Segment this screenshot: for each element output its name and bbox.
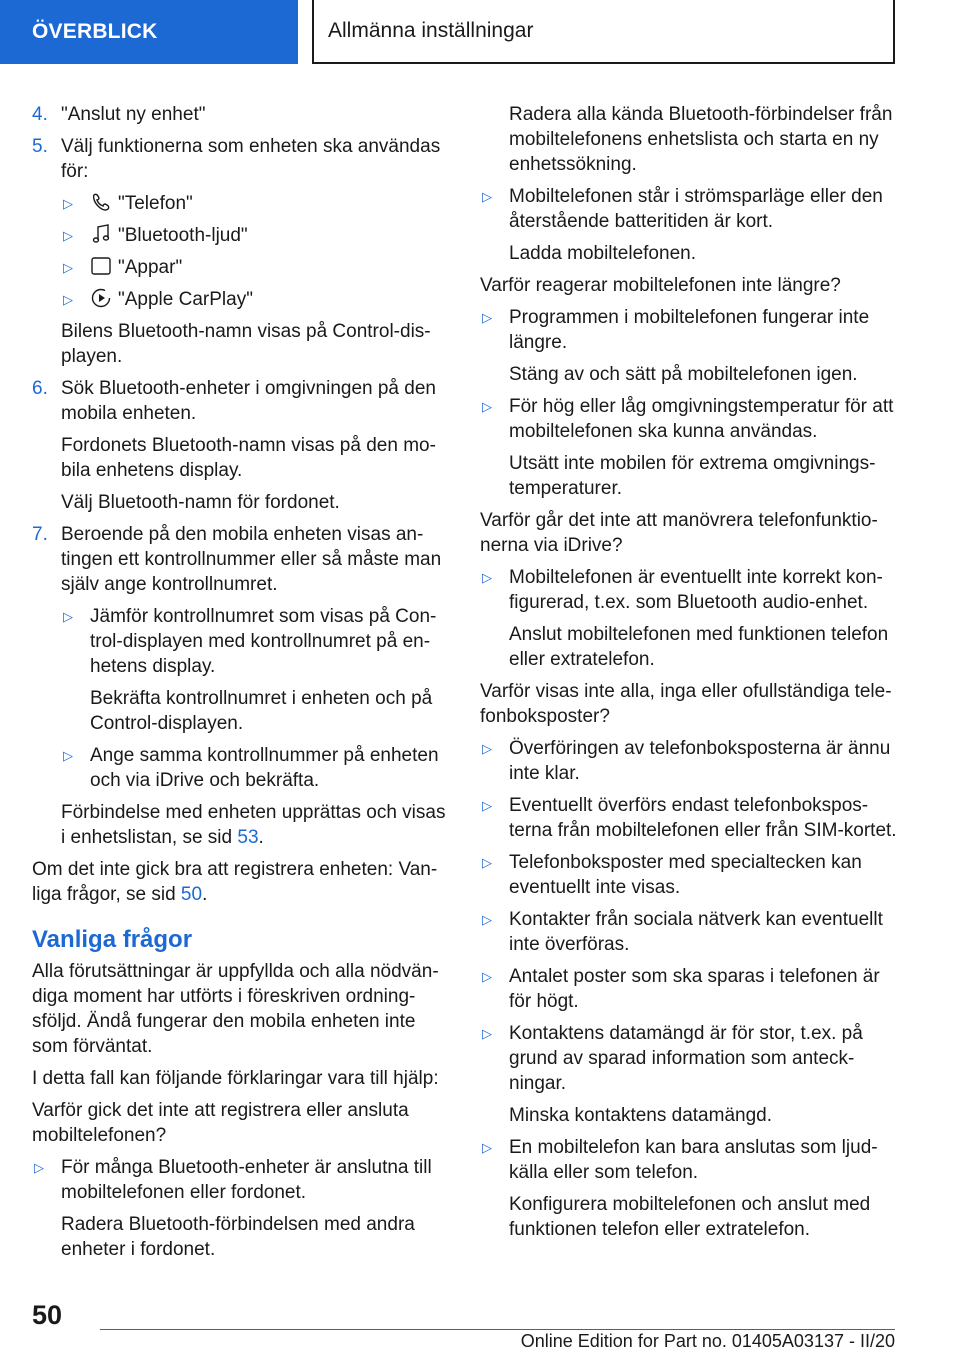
page-header: [0, 0, 960, 66]
step-7-bullet-1-note: Bekräfta kontrollnumret i enheten och på Control-displayen.: [90, 688, 433, 734]
left-column: [32, 102, 450, 1269]
faq-question-2: Varför reagerar mobiltelefonen inte längre?: [480, 275, 841, 296]
faq-intro: Alla förutsättningar är uppfyllda och alla nödvändiga moment har utförts i föreskriven ordningsföljd. Ändå fungerar den mobila enheten inte som förväntat.: [32, 961, 439, 1057]
faq-q4-bullet-5: ▷ Antalet poster som ska sparas i telefonen är för högt.: [482, 966, 880, 1012]
faq-q4-bullet-6-note: Minska kontaktens datamängd.: [509, 1105, 772, 1126]
step-5: 5. Välj funktionerna som enheten ska användas för:: [32, 136, 441, 182]
registration-failed-note: Om det inte gick bra att registrera enheten: Vanliga frågor, se sid 50.: [32, 859, 438, 905]
bullet-triangle-icon: ▷: [63, 196, 73, 211]
step-6-note-2: Välj Bluetooth-namn för fordonet.: [61, 492, 340, 513]
right-column: [480, 102, 900, 1249]
function-apple-carplay: ▷ "Apple CarPlay": [63, 289, 253, 310]
function-appar: ▷ "Appar": [63, 257, 183, 278]
bullet-triangle-icon: ▷: [63, 292, 73, 307]
faq-q4-bullet-6: ▷ Kontaktens datamängd är för stor, t.ex. på grund av sparad information som anteckningar.: [482, 1023, 863, 1094]
bullet-triangle-icon: ▷: [482, 969, 492, 984]
bullet-triangle-icon: ▷: [482, 399, 492, 414]
faq-question-1: Varför gick det inte att registrera eller ansluta mobiltelefonen?: [32, 1100, 409, 1146]
bullet-triangle-icon: ▷: [482, 855, 492, 870]
faq-heading: Vanliga frågor: [32, 926, 193, 953]
step-7: 7. Beroende på den mobila enheten visas antingen ett kontrollnummer eller så måste man själv ange kontrollnumret.: [32, 524, 442, 595]
faq-q2-bullet-1: ▷ Programmen i mobiltelefonen fungerar inte längre.: [482, 307, 870, 353]
faq-q4-bullet-1: ▷ Överföringen av telefonboksposterna är ännu inte klar.: [482, 738, 891, 784]
faq-question-4: Varför visas inte alla, inga eller ofullständiga telefonboksposter?: [480, 681, 892, 727]
faq-q3-bullet-1: ▷ Mobiltelefonen är eventuellt inte korrekt konfigurerad, t.ex. som Bluetooth audio-enhet.: [482, 567, 883, 613]
page-link-53[interactable]: 53: [237, 827, 259, 848]
app-square-icon: [90, 255, 112, 277]
bullet-triangle-icon: ▷: [482, 741, 492, 756]
bullet-triangle-icon: ▷: [482, 310, 492, 325]
step-7-bullet-2: ▷ Ange samma kontrollnummer på enheten och via iDrive och bekräfta.: [63, 745, 439, 791]
faq-q1-bullet-1: ▷ För många Bluetooth-enheter är anslutna till mobiltelefonen eller fordonet.: [34, 1157, 432, 1203]
chapter-title: Allmänna inställningar: [312, 0, 895, 64]
footer-divider: [100, 1329, 895, 1330]
page-number: 50: [32, 1300, 63, 1330]
bullet-triangle-icon: ▷: [34, 1160, 44, 1175]
step-7-result: Förbindelse med enheten upprättas och visas i enhetslistan, se sid 53.: [61, 802, 446, 848]
faq-q2-bullet-2: ▷ För hög eller låg omgivningstemperatur för att mobiltelefonen ska kunna användas.: [482, 396, 894, 442]
step-6-note-1: Fordonets Bluetooth-namn visas på den mobila enhetens display.: [61, 435, 436, 481]
bullet-triangle-icon: ▷: [482, 798, 492, 813]
faq-q1-bullet-2-note: Ladda mobiltelefonen.: [509, 243, 696, 264]
music-note-icon: [90, 223, 112, 245]
faq-q2-bullet-1-note: Stäng av och sätt på mobiltelefonen igen.: [509, 364, 858, 385]
faq-help: I detta fall kan följande förklaringar vara till hjälp:: [32, 1068, 439, 1089]
faq-q3-bullet-1-note: Anslut mobiltelefonen med funktionen telefon eller extratelefon.: [509, 624, 889, 670]
carplay-icon: [90, 287, 112, 309]
faq-q2-bullet-2-note: Utsätt inte mobilen för extrema omgivningstemperaturer.: [509, 453, 876, 499]
step-4: 4. "Anslut ny enhet": [32, 104, 206, 125]
faq-q4-bullet-4: ▷ Kontakter från sociala nätverk kan eventuellt inte överföras.: [482, 909, 883, 955]
faq-question-3: Varför går det inte att manövrera telefonfunktionerna via iDrive?: [480, 510, 878, 556]
bullet-triangle-icon: ▷: [482, 1140, 492, 1155]
footer-edition: Online Edition for Part no. 01405A03137 - II/20: [520, 1331, 895, 1351]
section-tab: ÖVERBLICK: [0, 0, 298, 64]
faq-q4-bullet-7-note: Konfigurera mobiltelefonen och anslut med funktionen telefon eller extratelefon.: [509, 1194, 871, 1240]
bullet-triangle-icon: ▷: [63, 228, 73, 243]
bullet-triangle-icon: ▷: [63, 609, 73, 624]
bullet-triangle-icon: ▷: [63, 748, 73, 763]
bullet-triangle-icon: ▷: [482, 570, 492, 585]
step-7-bullet-1: ▷ Jämför kontrollnumret som visas på Control-displayen med kontrollnumret på enhetens display.: [63, 606, 437, 677]
faq-q4-bullet-2: ▷ Eventuellt överförs endast telefonboksposterna från mobiltelefonen eller från SIM-kortet.: [482, 795, 897, 841]
bullet-triangle-icon: ▷: [63, 260, 73, 275]
phone-icon: [90, 191, 112, 213]
step-5-note: Bilens Bluetooth-namn visas på Control-displayen.: [61, 321, 431, 367]
faq-q4-bullet-7: ▷ En mobiltelefon kan bara anslutas som ljudkälla eller som telefon.: [482, 1137, 878, 1183]
bullet-triangle-icon: ▷: [482, 1026, 492, 1041]
bullet-triangle-icon: ▷: [482, 912, 492, 927]
function-telefon: ▷ "Telefon": [63, 193, 193, 214]
faq-q4-bullet-3: ▷ Telefonboksposter med specialtecken kan eventuellt inte visas.: [482, 852, 862, 898]
faq-q1-bullet-1-note-2: Radera alla kända Bluetooth-förbindelser från mobiltelefonens enhetslista och starta en ny enhetssökning.: [509, 104, 893, 175]
step-6: 6. Sök Bluetooth-enheter i omgivningen på den mobila enheten.: [32, 378, 436, 424]
faq-q1-bullet-2: ▷ Mobiltelefonen står i strömsparläge eller den återstående batteritiden är kort.: [482, 186, 883, 232]
bullet-triangle-icon: ▷: [482, 189, 492, 204]
faq-q1-bullet-1-note: Radera Bluetooth-förbindelsen med andra enheter i fordonet.: [61, 1214, 415, 1260]
page-link-50[interactable]: 50: [180, 884, 203, 905]
function-bluetooth-ljud: ▷ "Bluetooth-ljud": [63, 225, 248, 246]
